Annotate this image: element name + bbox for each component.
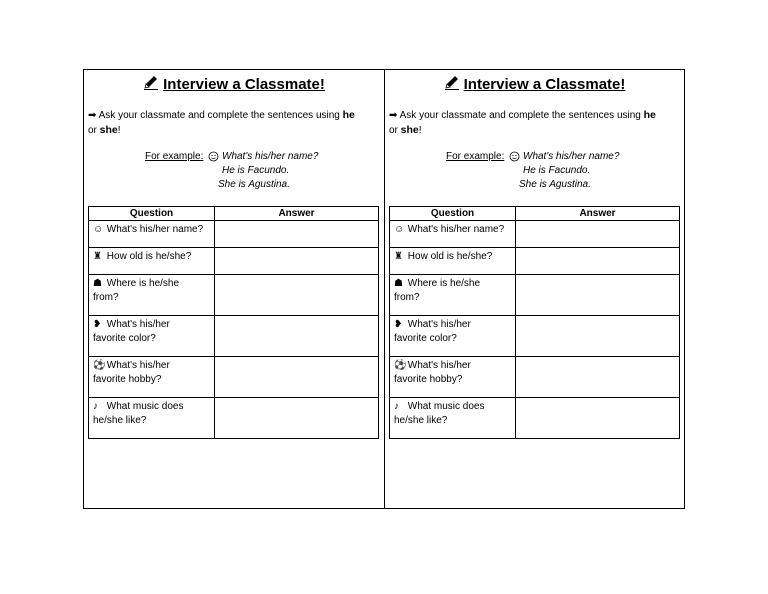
instructions: ➡ Ask your classmate and complete the sentences using he or she! [389,109,656,136]
question-cell: ☗ Where is he/she from? [89,275,215,316]
question-cell: ⚽ What's his/her favorite hobby? [89,357,215,398]
instructions: ➡ Ask your classmate and complete the sentences using he or she! [88,109,355,136]
table-row [390,316,680,357]
answer-cell[interactable] [516,357,680,398]
example-answer-2: She is Agustina. [519,179,591,190]
question-table [389,206,680,439]
question-cell: ☺ What's his/her name? [390,221,516,248]
example-answer-1: He is Facundo. [222,165,290,176]
question-cell: ☺ What's his/her name? [89,221,215,248]
answer-cell[interactable] [516,316,680,357]
table-row [390,248,680,275]
question-cell: ♜ How old is he/she? [390,248,516,275]
question-cell: ❥ What's his/her favorite color? [390,316,516,357]
table-row [89,248,379,275]
question-cell: ♜ How old is he/she? [89,248,215,275]
example-label: For example: [145,151,204,162]
worksheet-sheet [83,69,685,509]
table-row [89,357,379,398]
table-row [390,221,680,248]
example-block [385,150,684,192]
column-header-answer: Answer [516,207,680,221]
table-row [390,357,680,398]
palette-icon: ❥ [394,319,403,330]
answer-cell[interactable] [516,398,680,439]
house-icon: ☗ [394,278,403,289]
soccer-ball-icon: ⚽ [93,360,106,371]
pencil-icon [444,74,460,96]
worksheet-title: Interview a Classmate! [385,74,684,96]
music-note-icon: ♪ [394,401,399,412]
soccer-ball-icon: ⚽ [394,360,407,371]
answer-cell[interactable] [215,398,379,439]
question-cell: ⚽ What's his/her favorite hobby? [390,357,516,398]
answer-cell[interactable] [215,275,379,316]
table-row [390,275,680,316]
table-row [89,275,379,316]
cake-icon: ♜ [93,251,102,262]
answer-cell[interactable] [516,221,680,248]
palette-icon: ❥ [93,319,102,330]
table-row [390,398,680,439]
example-answer-2: She is Agustina. [218,179,290,190]
answer-cell[interactable] [215,316,379,357]
question-cell: ☗ Where is he/she from? [390,275,516,316]
question-cell: ♪ What music does he/she like? [390,398,516,439]
answer-cell[interactable] [516,248,680,275]
answer-cell[interactable] [215,357,379,398]
arrow-icon: ➡ [88,110,97,121]
answer-cell[interactable] [516,275,680,316]
example-question: What's his/her name? [222,151,319,162]
answer-cell[interactable] [215,221,379,248]
cake-icon: ♜ [394,251,403,262]
worksheet-panel-right [384,70,684,508]
smiley-icon: ☺ [394,224,405,235]
house-icon: ☗ [93,278,102,289]
question-cell: ❥ What's his/her favorite color? [89,316,215,357]
example-block [84,150,384,192]
example-label: For example: [446,151,505,162]
worksheet-panel-left [84,70,384,508]
column-header-answer: Answer [215,207,379,221]
table-row [89,316,379,357]
worksheet-title: Interview a Classmate! [84,74,384,96]
question-cell: ♪ What music does he/she like? [89,398,215,439]
example-answer-1: He is Facundo. [523,165,591,176]
column-header-question: Question [89,207,215,221]
music-note-icon: ♪ [93,401,98,412]
table-row [89,398,379,439]
example-question: What's his/her name? [523,151,620,162]
column-header-question: Question [390,207,516,221]
question-table [88,206,379,439]
pencil-icon [143,74,159,96]
table-row [89,221,379,248]
smiley-icon: ☺ [93,224,104,235]
answer-cell[interactable] [215,248,379,275]
arrow-icon: ➡ [389,110,398,121]
